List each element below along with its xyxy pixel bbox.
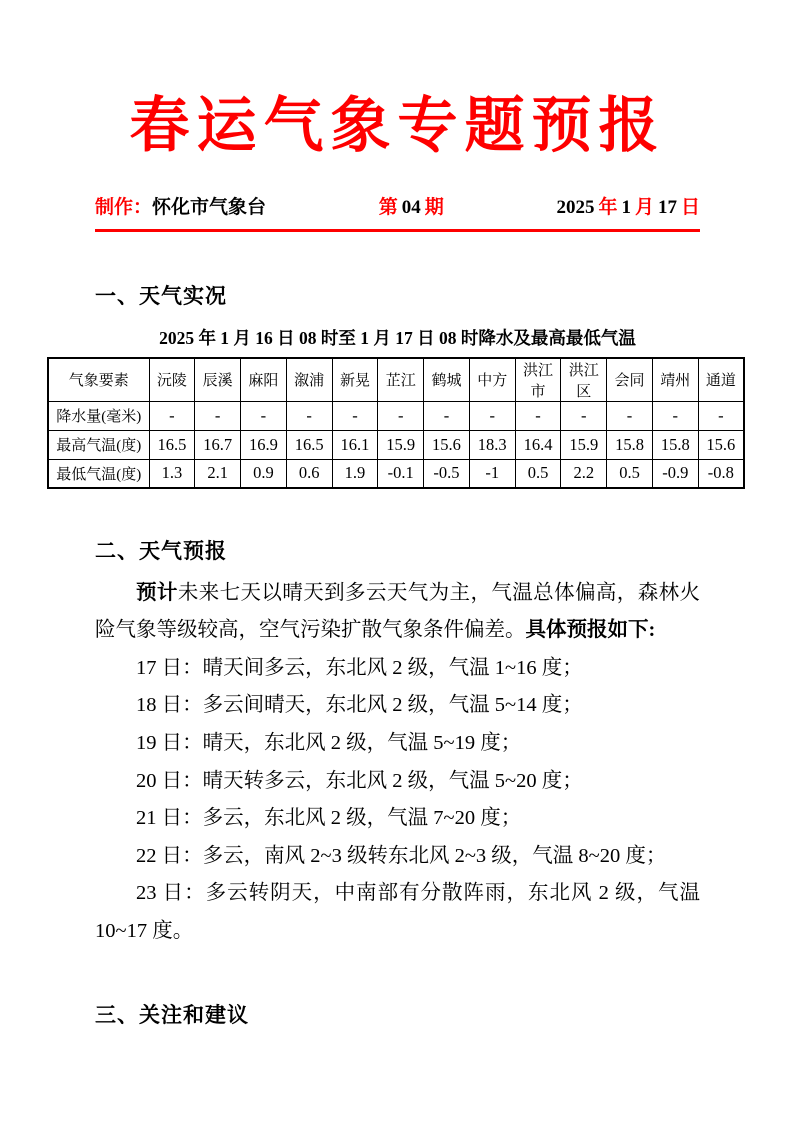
cell-value: 0.9 (241, 459, 287, 488)
col-header-city: 沅陵 (149, 358, 195, 402)
col-header-city: 鹤城 (424, 358, 470, 402)
col-header-city: 会同 (607, 358, 653, 402)
cell-value: 16.5 (149, 430, 195, 459)
producer-value: 怀化市气象台 (152, 197, 267, 218)
date-year: 2025 (556, 197, 595, 218)
col-header-city: 芷江 (378, 358, 424, 402)
forecast-day-18: 18 日：多云间晴天，东北风 2 级，气温 5~14 度； (136, 694, 583, 717)
cell-value: 18.3 (469, 430, 515, 459)
row-label: 降水量(毫米) (48, 401, 149, 430)
cell-value: 15.6 (424, 430, 470, 459)
date-day: 17 (657, 197, 677, 218)
cell-value: - (515, 401, 561, 430)
cell-value: -1 (469, 459, 515, 488)
cell-value: -0.1 (378, 459, 424, 488)
col-header-element: 气象要素 (48, 358, 149, 402)
issue-value: 04 (401, 197, 421, 218)
date-year-unit: 年 (598, 197, 618, 218)
cell-value: 16.4 (515, 430, 561, 459)
observation-table (47, 357, 745, 490)
cell-value: - (195, 401, 241, 430)
row-label: 最低气温(度) (48, 459, 149, 488)
col-header-city: 洪江市 (515, 358, 561, 402)
col-header-city: 辰溪 (195, 358, 241, 402)
table-row-max-temp (48, 430, 744, 459)
forecast-day-17: 17 日：晴天间多云，东北风 2 级，气温 1~16 度； (136, 656, 583, 679)
document-title: 春运气象专题预报 (129, 93, 666, 159)
cell-value: 16.1 (332, 430, 378, 459)
intro-body: 未来七天以晴天到多云天气为主，气温总体偏高，森林火险气象等级较高，空气污染扩散气象条件偏差。 (95, 581, 701, 642)
producer-label: 制作： (95, 197, 153, 218)
cell-value: 2.1 (195, 459, 241, 488)
issue-number (379, 195, 444, 222)
cell-value: 15.8 (607, 430, 653, 459)
date-month-unit: 月 (634, 197, 654, 218)
cell-value: 15.8 (652, 430, 698, 459)
cell-value: 0.5 (515, 459, 561, 488)
cell-value: 15.9 (561, 430, 607, 459)
issue-suffix: 期 (424, 197, 444, 218)
cell-value: - (561, 401, 607, 430)
cell-value: 0.6 (286, 459, 332, 488)
table-row-min-temp (48, 459, 744, 488)
cell-value: - (424, 401, 470, 430)
cell-value: 16.7 (195, 430, 241, 459)
col-header-city: 新晃 (332, 358, 378, 402)
cell-value: 16.9 (241, 430, 287, 459)
col-header-city: 麻阳 (241, 358, 287, 402)
col-header-city: 溆浦 (286, 358, 332, 402)
col-header-city: 靖州 (652, 358, 698, 402)
issue-prefix: 第 (378, 197, 398, 218)
forecast-day-23: 23 日：多云转阴天，中南部有分散阵雨，东北风 2 级，气温 10~17 度。 (95, 882, 700, 942)
date-day-unit: 日 (680, 197, 700, 218)
cell-value: - (698, 401, 744, 430)
cell-value: 15.6 (698, 430, 744, 459)
masthead-meta-row (95, 195, 700, 232)
cell-value: - (149, 401, 195, 430)
cell-value: - (378, 401, 424, 430)
section-heading-suggestions: 三、关注和建议 (95, 1003, 249, 1027)
cell-value: 15.9 (378, 430, 424, 459)
table-header-row (48, 358, 744, 402)
cell-value: - (469, 401, 515, 430)
col-header-city: 通道 (698, 358, 744, 402)
section-heading-forecast: 二、天气预报 (95, 540, 227, 564)
cell-value: 1.9 (332, 459, 378, 488)
cell-value: -0.8 (698, 459, 744, 488)
cell-value: 16.5 (286, 430, 332, 459)
cell-value: -0.9 (652, 459, 698, 488)
date-month: 1 (621, 197, 631, 218)
intro-lead: 预计 (136, 581, 178, 604)
forecast-day-20: 20 日：晴天转多云，东北风 2 级，气温 5~20 度； (136, 769, 583, 792)
cell-value: - (652, 401, 698, 430)
cell-value: 2.2 (561, 459, 607, 488)
cell-value: -0.5 (424, 459, 470, 488)
table-caption: 2025 年 1 月 16 日 08 时至 1 月 17 日 08 时降水及最高最低气温 (159, 327, 636, 348)
cell-value: - (286, 401, 332, 430)
intro-tail: 具体预报如下: (525, 619, 656, 642)
section-heading-weather-actual: 一、天气实况 (95, 284, 227, 308)
forecast-intro-paragraph (95, 575, 700, 650)
cell-value: - (607, 401, 653, 430)
cell-value: 0.5 (607, 459, 653, 488)
cell-value: - (332, 401, 378, 430)
forecast-day-21: 21 日：多云，东北风 2 级，气温 7~20 度； (136, 807, 522, 830)
forecast-day-19: 19 日：晴天，东北风 2 级，气温 5~19 度； (136, 732, 522, 754)
row-label: 最高气温(度) (48, 430, 149, 459)
cell-value: 1.3 (149, 459, 195, 488)
col-header-city: 中方 (469, 358, 515, 402)
cell-value: - (241, 401, 287, 430)
producer (95, 195, 266, 222)
forecast-day-22: 22 日：多云，南风 2~3 级转东北风 2~3 级，气温 8~20 度； (136, 844, 667, 867)
col-header-city: 洪江区 (561, 358, 607, 402)
table-row-precipitation (48, 401, 744, 430)
issue-date (556, 195, 700, 222)
